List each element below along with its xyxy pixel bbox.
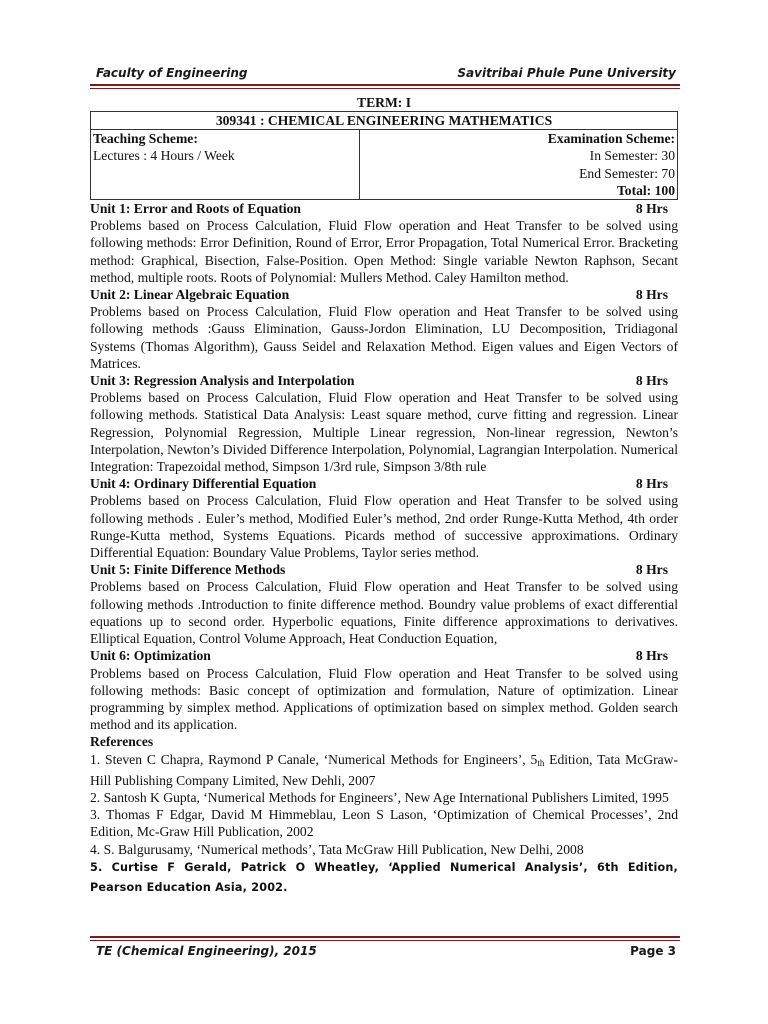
unit-description: Problems based on Process Calculation, Fluid Flow operation and Heat Transfer to be solved using following methods: Basic concept of optimization and formulation, Nature of optimization. Linear programming by simplex method. Applications of optimization based on simplex method. Golden search method and its application. [90, 665, 678, 733]
reference-item: 1. Steven C Chapra, Raymond P Canale, ‘Numerical Methods for Engineers’, $5_{th}$ Edition, Tata McGraw-Hill Publishing Company Limited, New Dehli, 2007 [90, 751, 678, 788]
header-university: Savitribai Phule Pune University [457, 66, 676, 80]
unit-description: Problems based on Process Calculation, Fluid Flow operation and Heat Transfer to be solved using following methods: Error Definition, Round of Error, Error Propagation, Total Numerical Error. Bracketing method: Graphical, Bisection, False-Position. Open Method: Single variable Newton Raphson, Secant method, multiple roots. Roots of Polynomial: Mullers Method. Caley Hamilton method. [90, 218, 678, 285]
header-faculty: Faculty of Engineering [96, 66, 248, 80]
teaching-scheme-cell [91, 130, 360, 200]
unit-hours: 8 Hrs [635, 476, 668, 492]
unit-title: Unit 2: Linear Algebraic Equation [90, 287, 290, 303]
end-semester: End Semester: 70 [579, 165, 675, 181]
reference-item: 4. S. Balgurusamy, ‘Numerical methods’, Tata McGraw Hill Publication, New Delhi, 2008 [90, 841, 584, 857]
exam-scheme-cell [360, 130, 678, 200]
unit-6 [90, 647, 678, 733]
unit-title: Unit 5: Finite Difference Methods [90, 562, 286, 578]
total-marks: Total: 100 [616, 182, 675, 198]
footer-rule-thin [90, 940, 680, 941]
unit-title: Unit 6: Optimization [90, 648, 211, 664]
unit-description: Problems based on Process Calculation, Fluid Flow operation and Heat Transfer to be solved using following methods . Euler’s method, Modified Euler’s method, 2nd order Runge-Kutta Method, 4th order Runge-Kutta method, Systems Equations. Picards method of successive approximations. Ordinary Differential Equation: Boundary Value Problems, Taylor series method. [90, 493, 678, 561]
footer-rule [90, 936, 680, 938]
unit-hours: 8 Hrs [635, 373, 668, 389]
unit-title: Unit 4: Ordinary Differential Equation [90, 476, 317, 492]
reference-item: 3. Thomas F Edgar, David M Himmeblau, Leon S Lason, ‘Optimization of Chemical Processes’, 2nd Edition, Mc-Graw Hill Publication, 2002 [90, 807, 678, 840]
unit-description: Problems based on Process Calculation, Fluid Flow operation and Heat Transfer to be solved using following methods .Introduction to finite difference method. Boundry value problems of exact differential equations up to second order. Hyperbolic equations, Finite difference approximations to derivatives. Elliptical Equation, Control Volume Approach, Heat Conduction Equation, [90, 579, 678, 647]
references-heading: References [90, 734, 154, 750]
page-number: Page 3 [630, 944, 676, 958]
course-title: 309341 : CHEMICAL ENGINEERING MATHEMATICS [91, 112, 678, 130]
unit-title: Unit 3: Regression Analysis and Interpolation [90, 373, 355, 389]
unit-hours: 8 Hrs [635, 201, 668, 217]
unit-description: Problems based on Process Calculation, Fluid Flow operation and Heat Transfer to be solved using following methods. Statistical Data Analysis: Least square method, curve fitting and regression. Linear Regression, Polynomial Regression, Multiple Linear regression, Non-linear regression, Newton’s Interpolation, Newton’s Divided Difference Interpolation, Polynomial, Lagrangian Interpolation. Numerical Integration: Trapezoidal method, Simpson 1/3rd rule, Simpson 3/8th rule [90, 390, 678, 475]
unit-hours: 8 Hrs [635, 648, 668, 664]
unit-1 [90, 200, 678, 286]
reference-item: 2. Santosh K Gupta, ‘Numerical Methods for Engineers’, New Age International Publishers Limited, 1995 [90, 789, 669, 805]
in-semester: In Semester: 30 [589, 148, 675, 164]
unit-description: Problems based on Process Calculation, Fluid Flow operation and Heat Transfer to be solved using following methods :Gauss Elimination, Gauss-Jordon Elimination, LU Decomposition, Tridiagonal Systems (Thomas Algorithm), Gauss Seidel and Relaxation Method. Eigen values and Eigen Vectors of Matrices. [90, 304, 678, 371]
header-rule [90, 84, 680, 86]
unit-hours: 8 Hrs [635, 562, 668, 578]
unit-title: Unit 1: Error and Roots of Equation [90, 201, 301, 217]
exam-scheme-label: Examination Scheme: [547, 131, 675, 147]
footer-course: TE (Chemical Engineering), 2015 [96, 944, 317, 958]
term-heading: TERM: I [357, 95, 411, 110]
unit-5 [90, 561, 678, 647]
lectures-text: Lectures : 4 Hours / Week [93, 148, 235, 164]
unit-4 [90, 475, 678, 561]
syllabus-content [90, 94, 678, 898]
unit-hours: 8 Hrs [635, 287, 668, 303]
unit-3 [90, 372, 678, 475]
scheme-table [90, 111, 678, 200]
reference-item: 5. Curtise F Gerald, Patrick O Wheatley, ‘Applied Numerical Analysis’, 6th Edition, Pearson Education Asia, 2002. [90, 860, 678, 894]
unit-2 [90, 286, 678, 372]
teaching-scheme-label: Teaching Scheme: [93, 131, 198, 147]
header-rule-thin [90, 88, 680, 89]
